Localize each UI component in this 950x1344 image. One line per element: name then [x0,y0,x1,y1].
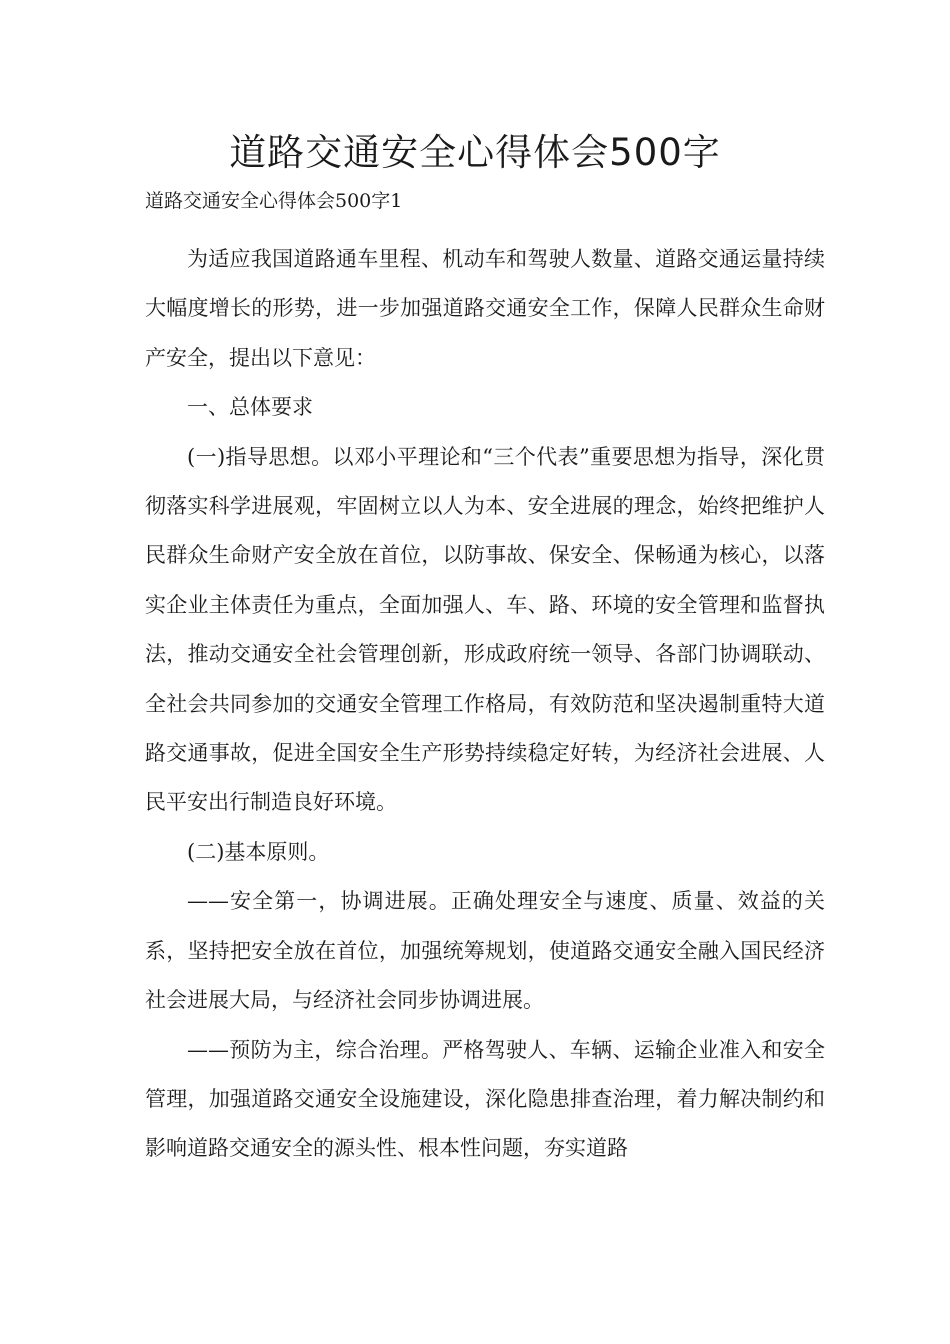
paragraph-guiding-ideology: (一)指导思想。以邓小平理论和“三个代表”重要思想为指导，深化贯彻落实科学进展观，牢固树立以人为本、安全进展的理念，始终把维护人民群众生命财产安全放在首位，以防事故、保安全、保畅通为核心，以落实企业主体责任为重点，全面加强人、车、路、环境的安全管理和监督执法，推动交通安全社会管理创新，形成政府统一领导、各部门协调联动、全社会共同参加的交通安全管理工作格局，有效防范和坚决遏制重特大道路交通事故，促进全国安全生产形势持续稳定好转，为经济社会进展、人民平安出行制造良好环境。 [145,444,825,815]
paragraph-safety-first: ——安全第一，协调进展。正确处理安全与速度、质量、效益的关系，坚持把安全放在首位，加强统筹规划，使道路交通安全融入国民经济社会进展大局，与经济社会同步协调进展。 [145,889,825,1013]
document-body [145,235,825,1174]
section-heading-general-requirements: 一、总体要求 [187,395,313,420]
document-subtitle: 道路交通安全心得体会500字1 [145,190,403,212]
subheading-basic-principles: (二)基本原则。 [187,839,330,864]
paragraph-intro: 为适应我国道路通车里程、机动车和驾驶人数量、道路交通运量持续大幅度增长的形势，进一步加强道路交通安全工作，保障人民群众生命财产安全，提出以下意见： [145,247,825,370]
document-title: 道路交通安全心得体会500字 [229,131,721,174]
paragraph-prevention-first: ——预防为主，综合治理。严格驾驶人、车辆、运输企业准入和安全管理，加强道路交通安全设施建设，深化隐患排查治理，着力解决制约和影响道路交通安全的源头性、根本性问题，夯实道路 [145,1037,825,1161]
